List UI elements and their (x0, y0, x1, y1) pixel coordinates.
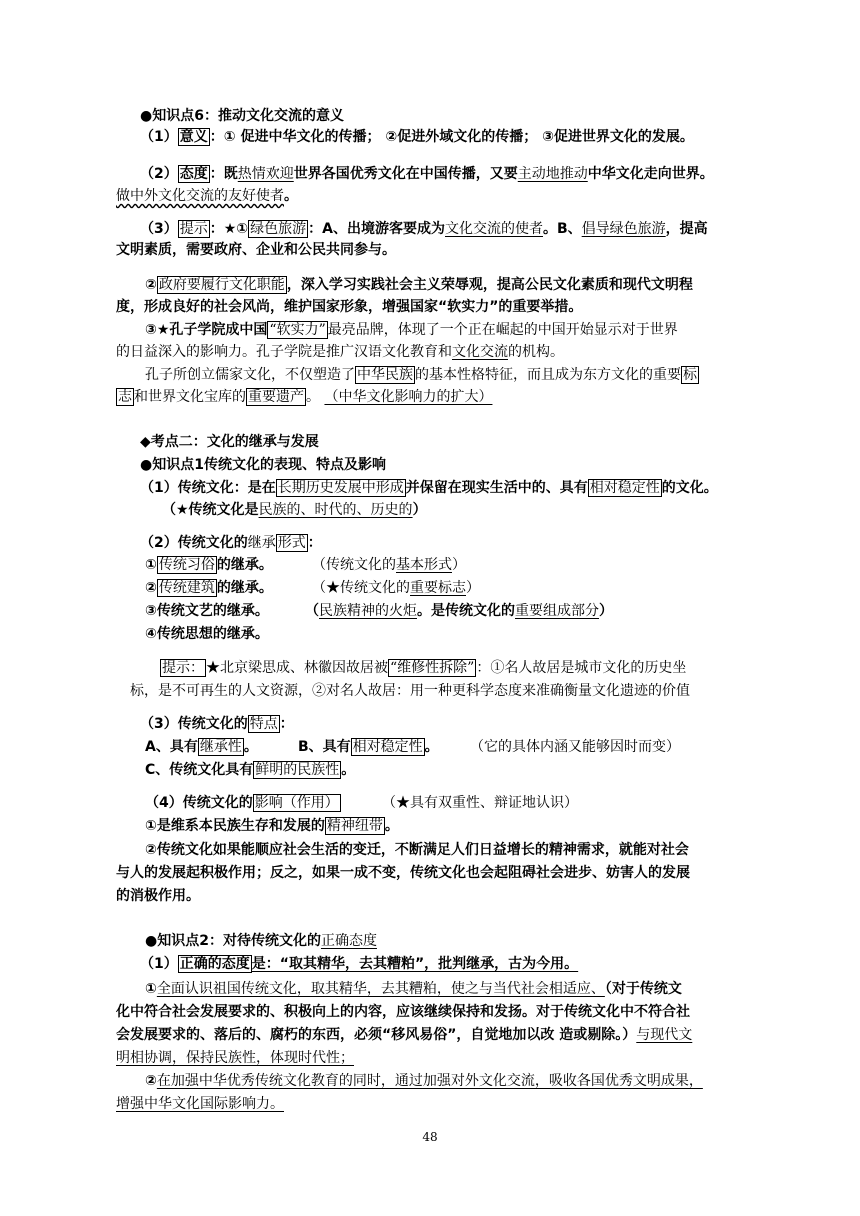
term-long-history: 长期历史发展中形成 (277, 480, 404, 496)
confucius-institute-line-cont: 的日益深入的影响力。孔子学院是推广汉语文化教育和文化交流的机构。 (116, 344, 564, 360)
correct-attitude-line: （1） 正确的态度 是：“取其精华，去其糟粕”，批判继承，古为今用。 (140, 956, 579, 972)
tip-line: （3） 提示 ：★① 绿色旅游 ：A、出境游客要成为文化交流的使者。B、倡导绿色旅游，提高 (140, 221, 708, 237)
knowledge-point-1-heading: ●知识点1传统文化的表现、特点及影响 (140, 457, 386, 473)
term-maintenance-demolition: “维修性拆除” (390, 660, 475, 676)
attitude-line-cont: 做中外文化交流的友好使者。 (116, 188, 298, 204)
term-tip-2: 提示： (162, 660, 204, 676)
tip-beijing: 提示： ★北京梁思成、林徽因故居被 “维修性拆除” ：①名人故居是城市文化的历史坐 (162, 660, 687, 676)
page-number: 48 (422, 1130, 438, 1144)
form-item-customs: ① 传统习俗 的继承。 (145, 557, 273, 573)
feature-inheritance: A、具有 继承性 。 (145, 739, 258, 755)
attitude-point-1: ①全面认识祖国传统文化，取其精华，去其糟粕，使之与当代社会相适应、（对于传统文 (145, 981, 682, 997)
traditional-culture-note: （★传统文化是民族的、时代的、历史的） (162, 502, 427, 518)
confucius-institute-line: ③★孔子学院成中国 “软实力” 最亮品牌，体现了一个正在崛起的中国开始显示对于世界 (145, 322, 678, 338)
term-features: 特点 (249, 716, 278, 732)
tip-beijing-cont: 标，是不可再生的人文资源，②对名人故居：用一种更科学态度来准确衡量文化遗迹的价值 (130, 683, 690, 699)
attitude-point-1-end: 明相协调，保持民族性，体现时代性； (116, 1050, 354, 1066)
form-item-thought: ④传统思想的继承。 (145, 626, 269, 642)
term-gov-duty: 政府要履行文化职能 (158, 277, 285, 293)
confucian-culture-line-cont: 志 和世界文化宝库的 重要遗产 。 （中华文化影响力的扩大） (118, 389, 493, 405)
term-symbol-b: 志 (118, 389, 132, 405)
attitude-point-2: ②在加强中华优秀传统文化教育的同时，通过加强对外文化交流，吸收各国优秀文明成果， (145, 1073, 703, 1089)
attitude-point-1-cont-2: 会发展要求的、落后的、腐朽的东西，必须“移风易俗”，自觉地加以改 造或剔除。）与现代文 (116, 1027, 693, 1043)
attitude-point-1-cont: 化中符合社会发展要求的、积极向上的内容，应该继续保持和发扬。对于传统文化中不符合社 (116, 1004, 690, 1020)
knowledge-point-2-heading: ●知识点2：对待传统文化的正确态度 (145, 933, 377, 949)
feature-stability: B、具有 相对稳定性 。 (298, 739, 439, 755)
influence-item-2: ②传统文化如果能顺应社会生活的变迁，不断满足人们日益增长的精神需求，就能对社会 (145, 842, 689, 858)
form-item-arts: ③传统文艺的继承。 (145, 603, 269, 619)
term-form: 形式 (277, 535, 306, 551)
exam-point-2-heading: ◆考点二：文化的继承与发展 (140, 434, 319, 450)
influence-item-2-cont: 与人的发展起积极作用；反之，如果一成不变，传统文化也会起阻碍社会进步、妨害人的发展 (116, 865, 690, 881)
term-meaning: 意义 (179, 129, 208, 145)
confucian-culture-line: 孔子所创立儒家文化，不仅塑造了 中华民族 的基本性格特征，而且成为东方文化的重要 标 (145, 367, 697, 383)
attitude-line: （2） 态度 ：既热情欢迎世界各国优秀文化在中国传播，又要主动地推动中华文化走向世界。 (140, 166, 714, 182)
attitude-point-2-end: 增强中华文化国际影响力。 (116, 1096, 284, 1112)
term-influence: 影响（作用） (254, 795, 339, 811)
term-correct-attitude: 正确的态度 (179, 956, 250, 972)
feature-nationality: C、传统文化具有 鲜明的民族性 。 (145, 762, 356, 778)
tip-line-cont: 文明素质，需要政府、企业和公民共同参与。 (116, 242, 396, 258)
section-heading-6: ●知识点6：推动文化交流的意义 (140, 108, 344, 124)
term-green-tourism: 绿色旅游 (250, 221, 307, 237)
traditional-culture-definition: （1）传统文化：是在 长期历史发展中形成 并保留在现实生活中的、具有 相对稳定性 的文化。 (140, 480, 718, 496)
form-item-architecture: ② 传统建筑 的继承。 (145, 580, 273, 596)
influence-item-2-end: 的消极作用。 (116, 888, 200, 904)
gov-line-cont: 度，形成良好的社会风尚，维护国家形象，增强国家“软实力”的重要举措。 (116, 299, 583, 315)
term-chinese-nation: 中华民族 (357, 367, 413, 383)
meaning-line: （1） 意义 ：① 促进中华文化的传播； ②促进外域文化的传播； ③促进世界文化的发展。 (140, 129, 694, 145)
feature-stability-note: （它的具体内涵又能够因时而变） (470, 739, 680, 755)
term-symbol-a: 标 (683, 367, 697, 383)
influence-note: （★具有双重性、辩证地认识） (382, 795, 578, 811)
term-tip: 提示 (179, 221, 208, 237)
form-item-customs-note: （传统文化的基本形式） (312, 557, 466, 573)
form-item-architecture-note: （★传统文化的重要标志） (312, 580, 480, 596)
influence-heading: （4）传统文化的 影响（作用） (145, 795, 339, 811)
term-soft-power: “软实力” (269, 322, 326, 338)
term-attitude: 态度 (179, 166, 208, 182)
gov-line: ② 政府要履行文化职能 ，深入学习实践社会主义荣辱观，提高公民文化素质和现代文明程 (145, 277, 693, 293)
term-heritage: 重要遗产 (248, 389, 304, 405)
term-relative-stability: 相对稳定性 (589, 480, 660, 496)
inheritance-forms-heading: （2）传统文化的继承 形式 ： (140, 535, 322, 551)
features-heading: （3）传统文化的 特点 ： (140, 716, 294, 732)
influence-item-1: ①是维系本民族生存和发展的 精神纽带 。 (145, 818, 399, 834)
form-item-arts-note: （民族精神的火炬。是传统文化的重要组成部分） (305, 603, 613, 619)
